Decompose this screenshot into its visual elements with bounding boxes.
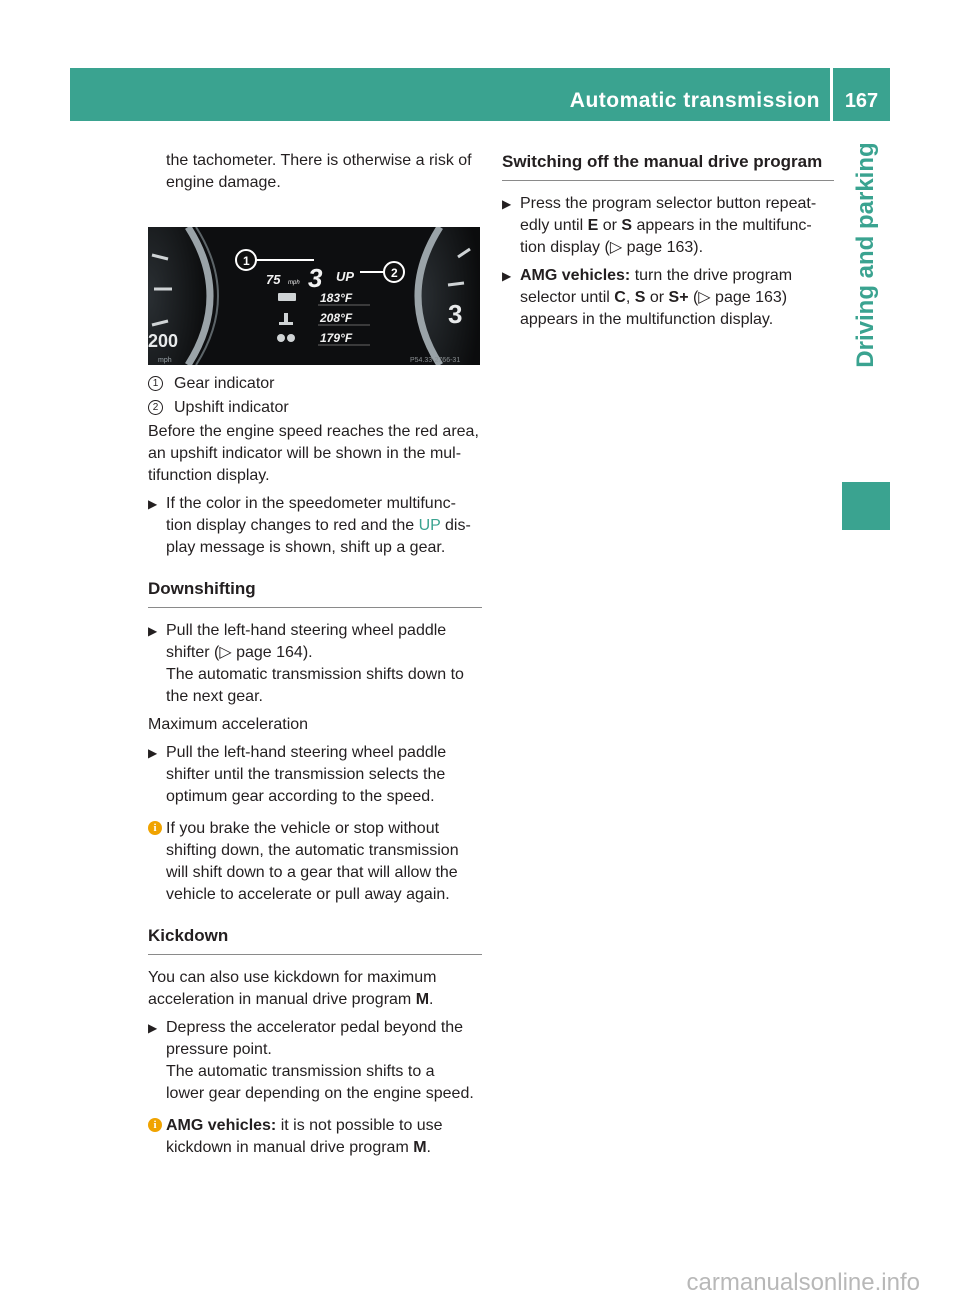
display-speed-unit: mph xyxy=(288,280,300,286)
speedometer-scale-label: 200 xyxy=(148,331,179,351)
side-tab-marker xyxy=(842,482,890,530)
figure-legend xyxy=(148,373,482,419)
instruction-step: ▶ If the color in the speedometer multifunc- tion display changes to red and the UP dis- play message is shown, shift up a gear. xyxy=(148,495,471,556)
page-title: Automatic transmission xyxy=(569,89,820,112)
step-arrow-icon: ▶ xyxy=(502,197,512,211)
legend-number: 1 xyxy=(148,376,163,391)
display-upshift: UP xyxy=(336,269,355,284)
display-temp-1: 183°F xyxy=(320,291,353,305)
step-arrow-icon: ▶ xyxy=(148,746,158,760)
figure-ref: P54.33-2766-31 xyxy=(410,357,461,364)
legend-item: 2 Upshift indicator xyxy=(148,397,482,419)
instruction-step: ▶ Pull the left-hand steering wheel paddle shifter (▷ page 164). The automatic transmission shifts down to the next gear. xyxy=(148,622,464,705)
side-tab-label: Driving and parking xyxy=(852,142,879,368)
step-arrow-icon: ▶ xyxy=(148,497,158,511)
info-icon: i xyxy=(148,1118,162,1132)
instruction-step: ▶ AMG vehicles: turn the drive program selector until C, S or S+ (▷ page 163) appears in the multifunction display. xyxy=(502,267,793,328)
step-arrow-icon: ▶ xyxy=(502,269,512,283)
left-column xyxy=(148,150,482,1159)
instruction-step: ▶ Depress the accelerator pedal beyond the pressure point. The automatic transmission shifts to a lower gear depending on the engine speed. xyxy=(148,1019,474,1102)
info-note: i AMG vehicles: it is not possible to use kickdown in manual drive program M. xyxy=(148,1115,482,1159)
callout-1: 1 xyxy=(243,254,250,268)
watermark: carmanualsonline.info xyxy=(686,1269,920,1296)
display-temp-2: 208°F xyxy=(320,311,353,325)
display-gear: 3 xyxy=(308,263,323,293)
kickdown-intro: You can also use kickdown for maximum acceleration in manual drive program M. xyxy=(148,969,437,1008)
upshift-paragraph: Before the engine speed reaches the red area, an upshift indicator will be shown in the mul- tifunction display. xyxy=(148,423,479,484)
tachometer-gear: 3 xyxy=(448,299,463,329)
display-temp-3: 179°F xyxy=(320,331,353,345)
section-heading-switching-off: Switching off the manual drive program xyxy=(502,150,834,181)
section-heading-kickdown: Kickdown xyxy=(148,924,482,955)
up-indicator-glyph: UP xyxy=(418,517,441,534)
speedometer-unit: mph xyxy=(158,357,172,364)
instruction-step: ▶ Press the program selector button repeat- edly until E or S appears in the multifunc- tion display (▷ page 163). xyxy=(502,195,817,256)
legend-number: 2 xyxy=(148,400,163,415)
instrument-cluster-illustration xyxy=(148,227,480,365)
instrument-cluster-figure xyxy=(148,227,480,365)
step-arrow-icon: ▶ xyxy=(148,1021,158,1035)
max-acceleration-label: Maximum acceleration xyxy=(148,716,309,733)
right-column xyxy=(502,150,834,331)
legend-item: 1 Gear indicator xyxy=(148,373,482,395)
info-note: i If you brake the vehicle or stop without shifting down, the automatic transmission will shift down to a gear that will allow the vehicle to accelerate or pull away again. xyxy=(148,818,482,906)
step-arrow-icon: ▶ xyxy=(148,624,158,638)
intro-text: the tachometer. There is otherwise a risk of engine damage. xyxy=(166,152,472,191)
info-icon: i xyxy=(148,821,162,835)
instruction-step: ▶ Pull the left-hand steering wheel paddle shifter until the transmission selects the optimum gear according to the speed. xyxy=(148,744,447,805)
page-number: 167 xyxy=(844,90,879,112)
callout-2: 2 xyxy=(391,266,398,280)
section-heading-downshifting: Downshifting xyxy=(148,577,482,608)
display-speed: 75 xyxy=(266,272,281,287)
